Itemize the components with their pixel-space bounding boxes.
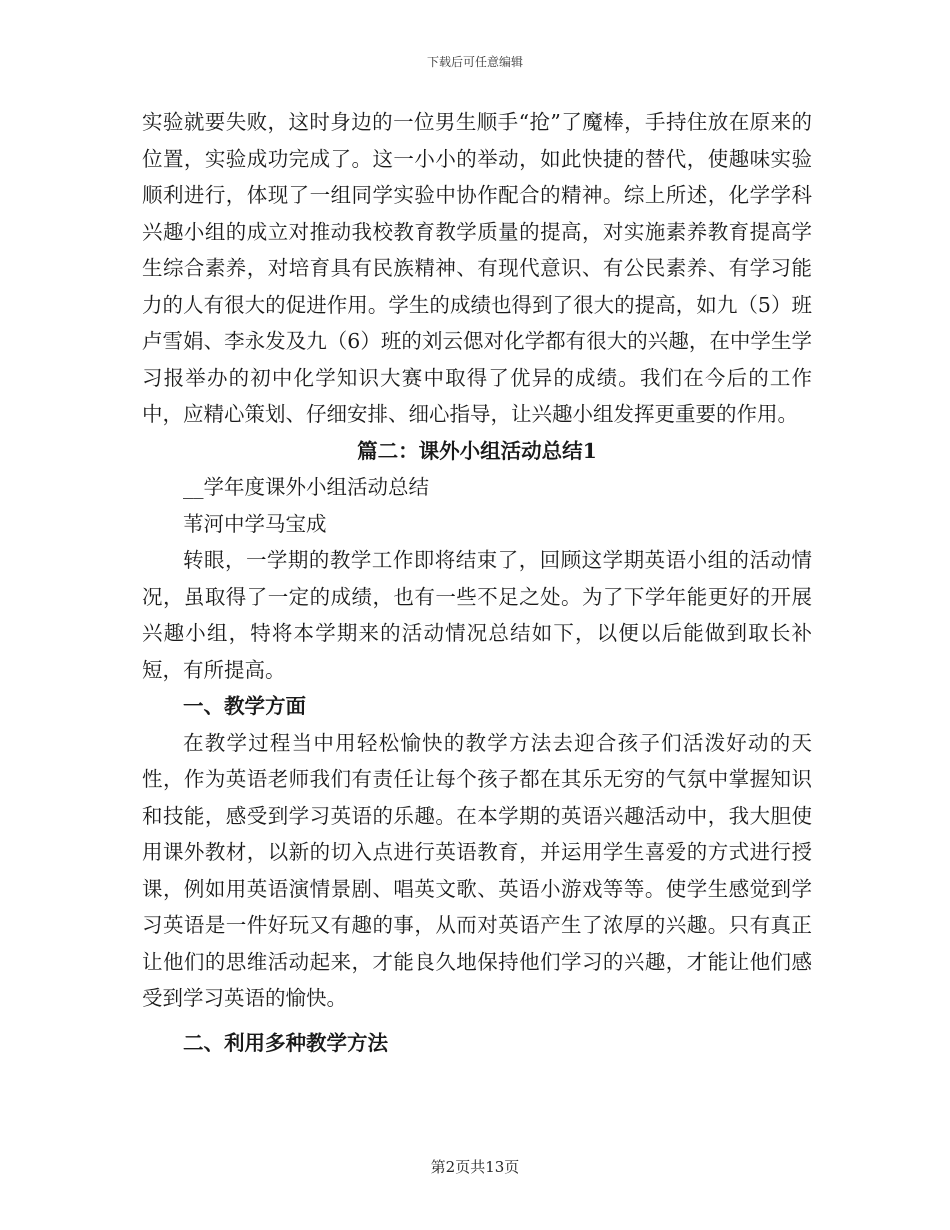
author-line: 苇河中学马宝成 [183,511,327,536]
document-body [142,104,812,1061]
heading-methods: 二、利用多种教学方法 [183,1030,388,1055]
section-title: 篇二：课外小组活动总结1 [357,438,597,463]
document-subtitle: __学年度课外小组活动总结 [183,475,429,499]
header-note: 下载后可任意编辑 [426,55,523,69]
paragraph-continuation: 实验就要失败，这时身边的一位男生顺手“抢”了魔棒，手持住放在原来的位置，实验成功完成了。这一小小的举动，如此快捷的替代，使趣味实验顺利进行，体现了一组同学实验中协作配合的精神。综上所述，化学学科兴趣小组的成立对推动我校教育教学质量的提高，对实施素养教育提高学生综合素养，对培育具有民族精神、有现代意识、有公民素养、有学习能力的人有很大的促进作用。学生的成绩也得到了很大的提高，如九（5）班卢雪娟、李永发及九（6）班的刘云偲对化学都有很大的兴趣，在中学生学习报举办的初中化学知识大赛中取得了优异的成绩。我们在今后的工作中，应精心策划、仔细安排、细心指导，让兴趣小组发挥更重要的作用。 [142,110,812,426]
paragraph-intro: 转眼，一学期的教学工作即将结束了，回顾这学期英语小组的活动情况，虽取得了一定的成绩，也有一些不足之处。为了下学年能更好的开展兴趣小组，特将本学期来的活动情况总结如下，以便以后能做到取长补短，有所提高。 [142,548,812,682]
page-number: 第2页共13页 [430,1158,520,1176]
heading-teaching: 一、教学方面 [183,694,306,718]
paragraph-teaching: 在教学过程当中用轻松愉快的教学方法去迎合孩子们活泼好动的天性，作为英语老师我们有责任让每个孩子都在其乐无穷的气氛中掌握知识和技能，感受到学习英语的乐趣。在本学期的英语兴趣活动中，我大胆使用课外教材，以新的切入点进行英语教育，并运用学生喜爱的方式进行授课，例如用英语演情景剧、唱英文歌、英语小游戏等等。使学生感觉到学习英语是一件好玩又有趣的事，从而对英语产生了浓厚的兴趣。只有真正让他们的思维活动起来，才能良久地保持他们学习的兴趣，才能让他们感受到学习英语的愉快。 [142,730,812,1010]
